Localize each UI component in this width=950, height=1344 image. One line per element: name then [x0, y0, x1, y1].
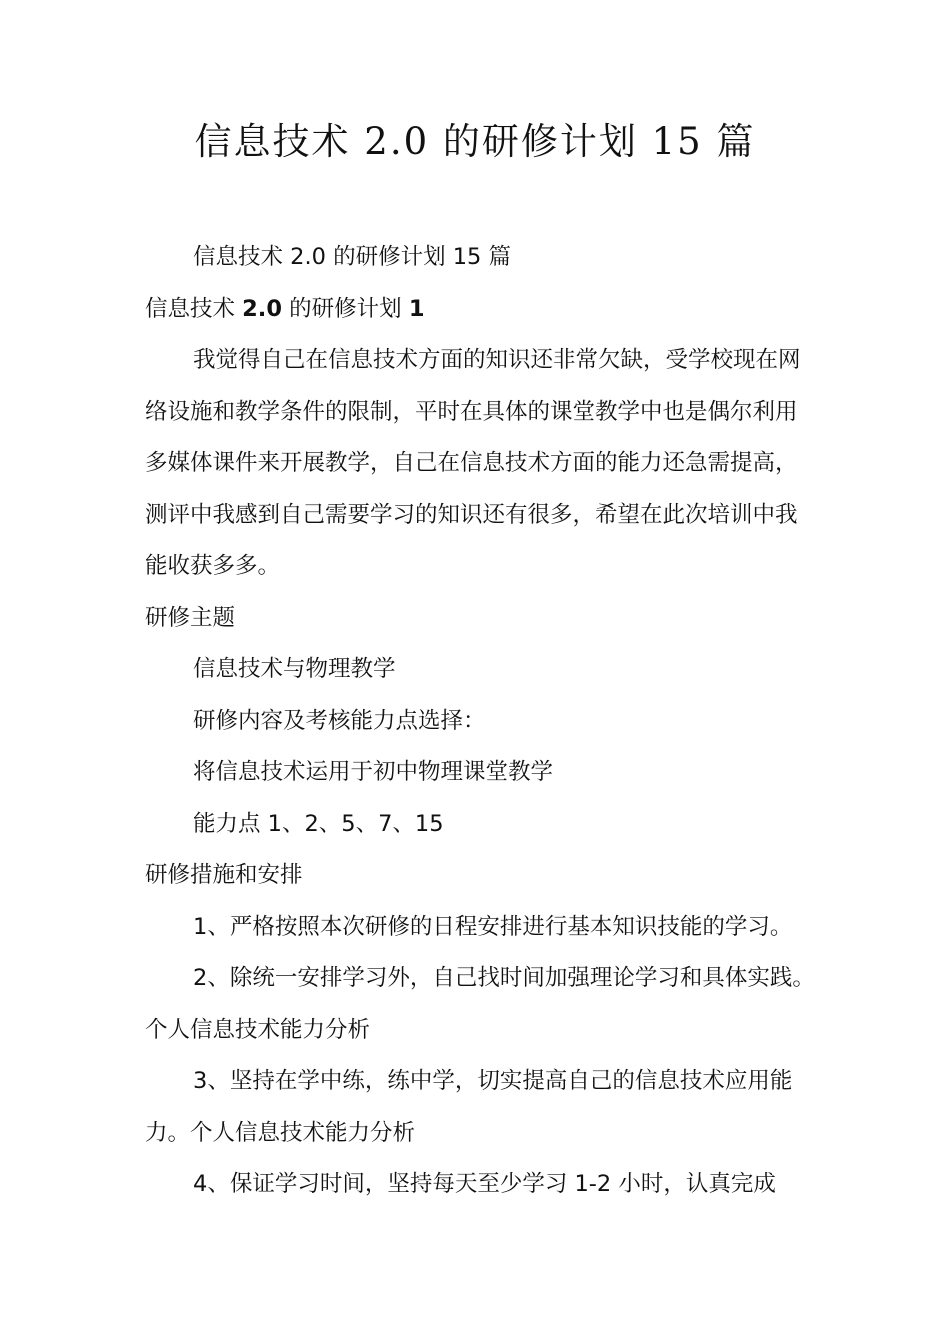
- paragraph-application: 将信息技术运用于初中物理课堂教学: [193, 759, 554, 785]
- document-body: [145, 232, 815, 1211]
- section-heading-research-topic: 研修主题: [145, 604, 236, 631]
- heading-text-part: 的研修计划: [282, 295, 409, 322]
- section-heading-measures: 研修措施和安排: [145, 862, 303, 888]
- paragraph-research-topic: 信息技术与物理教学: [193, 656, 396, 682]
- document-title: 信息技术 2.0 的研修计划 15 篇: [194, 120, 756, 163]
- paragraph-content-selection: 研修内容及考核能力点选择：: [193, 707, 486, 734]
- paragraph-ability-points: 能力点 1、2、5、7、15: [193, 810, 444, 837]
- paragraph-subtitle: 信息技术 2.0 的研修计划 15 篇: [193, 244, 512, 270]
- paragraph-heading-plan-1: [145, 284, 815, 336]
- list-item-measure-2: 2、除统一安排学习外，自己找时间加强理论学习和具体实践。个人信息技术能力分析: [145, 965, 815, 1043]
- heading-text-part: 信息技术: [145, 295, 243, 322]
- paragraph-self-assessment: 我觉得自己在信息技术方面的知识还非常欠缺，受学校现在网络设施和教学条件的限制，平时在具体的课堂教学中也是偶尔利用多媒体课件来开展教学，自己在信息技术方面的能力还急需提高，测评中我感到自己需要学习的知识还有很多，希望在此次培训中我能收获多多。: [145, 347, 801, 579]
- list-item-measure-3: 3、坚持在学中练，练中学，切实提高自己的信息技术应用能力。个人信息技术能力分析: [145, 1068, 793, 1146]
- heading-version-number: 2.0: [242, 295, 283, 322]
- heading-plan-number: 1: [408, 295, 425, 322]
- list-item-measure-1: 1、严格按照本次研修的日程安排进行基本知识技能的学习。: [193, 913, 793, 940]
- list-item-measure-4: 4、保证学习时间，坚持每天至少学习 1-2 小时，认真完成: [193, 1171, 776, 1197]
